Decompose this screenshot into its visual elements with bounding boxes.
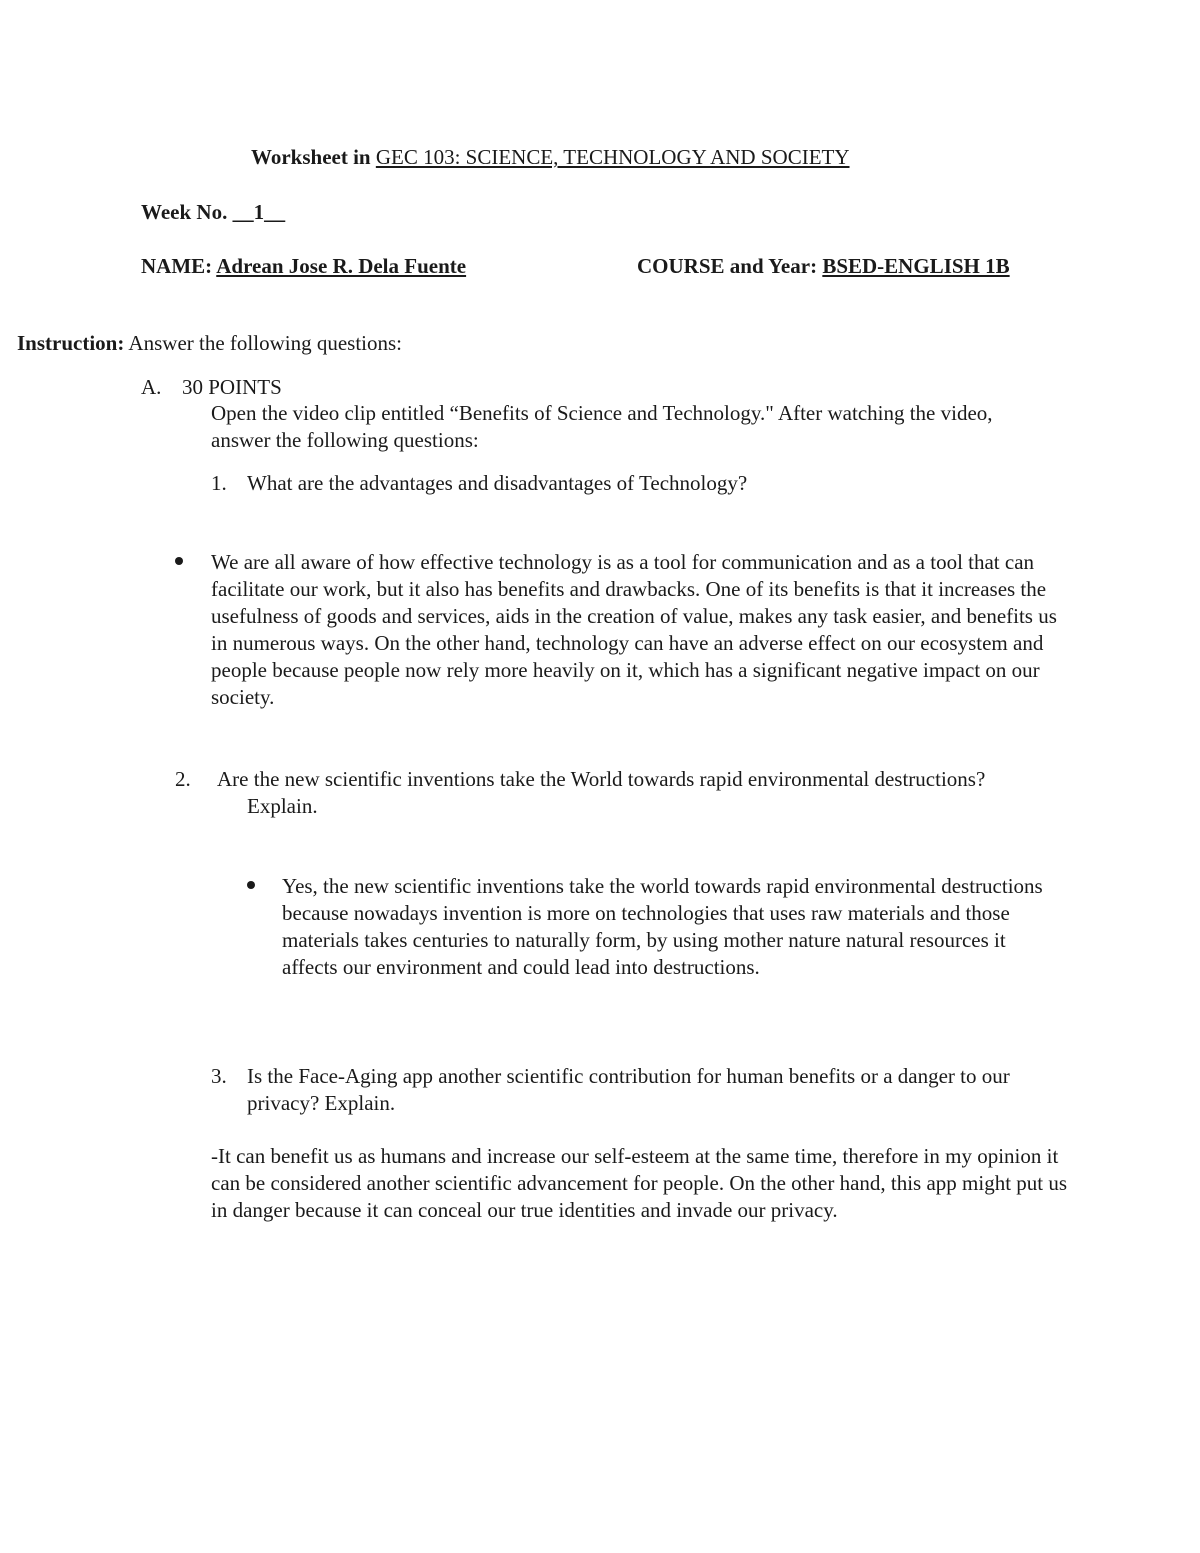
course-label: COURSE and Year: [637,254,823,278]
bullet-icon [247,881,255,889]
section-a-intro: Open the video clip entitled “Benefits of Science and Technology." After watching the video, answer the following questions: [211,401,993,452]
section-a-points: 30 POINTS [182,375,282,399]
answer-2: Yes, the new scientific inventions take the world towards rapid environmental destructions because nowadays invention is more on technologies that uses raw materials and those materials takes centuries to naturally form, by using mother nature natural resources it affects our environment and could lead into destructions. [282,874,1043,979]
title-prefix: Worksheet in [251,145,376,169]
name-line [141,253,466,280]
answer-1: We are all aware of how effective technology is as a tool for communication and as a tool that can facilitate our work, but it also has benefits and drawbacks. One of its benefits is that it increases the usefulness of goods and services, aids in the creation of value, makes any task easier, and benefits us in numerous ways. On the other hand, technology can have an adverse effect on our ecosystem and people because people now rely more heavily on it, which has a significant negative impact on our society. [211,550,1057,709]
student-name: Adrean Jose R. Dela Fuente [216,254,467,278]
week-label: Week No. [141,200,233,224]
week-line [141,199,285,226]
question-2-text: Are the new scientific inventions take the World towards rapid environmental destructions? Explain. [217,767,986,818]
bullet-icon [175,557,183,565]
instruction-label: Instruction: [17,331,125,355]
course-year: BSED-ENGLISH 1B [822,254,1010,278]
worksheet-title [251,144,850,171]
course-title: GEC 103: SCIENCE, TECHNOLOGY AND SOCIETY [375,145,850,169]
question-3-text: Is the Face-Aging app another scientific contribution for human benefits or a danger to our privacy? Explain. [247,1064,1010,1115]
instruction-text: Answer the following questions: [124,331,402,355]
instruction-line [17,330,402,357]
week-value: __1__ [232,200,286,224]
name-label: NAME: [141,254,217,278]
answer-3: -It can benefit us as humans and increase our self-esteem at the same time, therefore in my opinion it can be considered another scientific advancement for people. On the other hand, this app might put us in danger because it can conceal our true identities and invade our privacy. [211,1144,1068,1222]
question-2-number: 2. [175,767,191,791]
question-1-text: What are the advantages and disadvantages of Technology? [247,471,748,495]
question-3-number: 3. [211,1064,227,1088]
course-line [637,253,1010,280]
section-a-marker: A. [141,375,162,399]
question-1-number: 1. [211,471,227,495]
